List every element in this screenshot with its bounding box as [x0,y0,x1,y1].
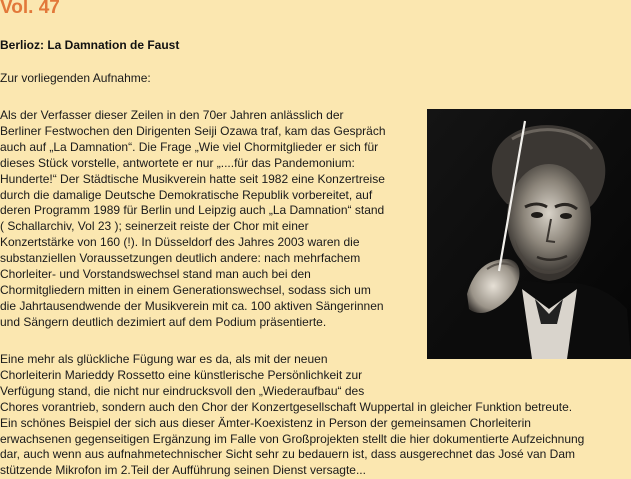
text-line: stützende Mikrofon im 2.Teil der Aufführung seinen Dienst versagte... [0,463,366,478]
text-line: Ein schönes Beispiel der sich aus dieser Ämter-Koexistenz in Person der gemeinsamen Chorleiterin [0,415,531,430]
volume-heading: Vol. 47 [0,0,60,18]
text-line: ( Schallarchiv, Vol 23 ); seinerzeit reiste der Chor mit einer [0,219,309,234]
text-line: Chorleiter- und Vorstandswechsel stand man auch bei den [0,267,311,282]
text-line: Chorleiterin Marieddy Rossetto eine künstlerische Persönlichkeit zur [0,367,363,382]
paragraph-1 [0,108,430,331]
text-line: die Jahrtausendwende der Musikverein mit ca. 100 aktiven Sängerinnen [0,298,384,313]
text-line: durch die damalige Deutsche Demokratische Republik vorbereitet, auf [0,187,373,202]
text-line: Chormitgliedern mitten in einem Generationswechsel, sodass sich um [0,282,371,297]
text-line: Konzertstärke von 160 (!). In Düsseldorf des Jahres 2003 waren die [0,235,360,250]
text-line: dar, auch wenn aus aufnahmetechnischer Sicht sehr zu bedauern ist, dass ausgerechnet das José van Dam [0,447,576,462]
text-line: substanziellen Voraussetzungen deutlich andere: nach mehrfachem [0,251,361,266]
text-line: erwachsenen gegenseitigen Ergänzung im Falle von Großprojekten stellt die hier dokumentierte Aufzeichnung [0,431,585,446]
text-line: Chores vorantrieb, sondern auch den Chor der Konzertgesellschaft Wuppertal in gleicher Funktion betreute. [0,399,573,414]
conductor-photo [427,109,631,359]
text-line: Als der Verfasser dieser Zeilen in den 70er Jahren anlässlich der [0,108,344,122]
text-line: auch auf „La Damnation“. Die Frage „Wie viel Chormitglieder er sich für [0,139,379,154]
conductor-portrait-image [427,109,631,359]
text-line: Berliner Festwochen den Dirigenten Seiji Ozawa traf, kam das Gespräch [0,123,386,138]
page-title: Berlioz: La Damnation de Faust [0,38,180,52]
text-line: Hunderte!“ Der Städtische Musikverein hatte seit 1982 eine Konzertreise [0,171,385,186]
text-line: dieses Stück vorstelle, antwortete er nur „....für das Pandemonium: [0,155,355,170]
intro-text: Zur vorliegenden Aufnahme: [0,71,151,85]
text-line: Verfügung stand, die nicht nur eindrucksvoll den „Wiederaufbau“ des [0,383,365,398]
text-line: Eine mehr als glückliche Fügung war es da, als mit der neuen [0,352,328,366]
text-line: und Sängern deutlich dezimiert auf dem Podium präsentierte. [0,314,327,329]
text-line: deren Programm 1989 für Berlin und Leipzig auch „La Damnation“ stand [0,203,385,218]
paragraph-2 [0,352,631,479]
